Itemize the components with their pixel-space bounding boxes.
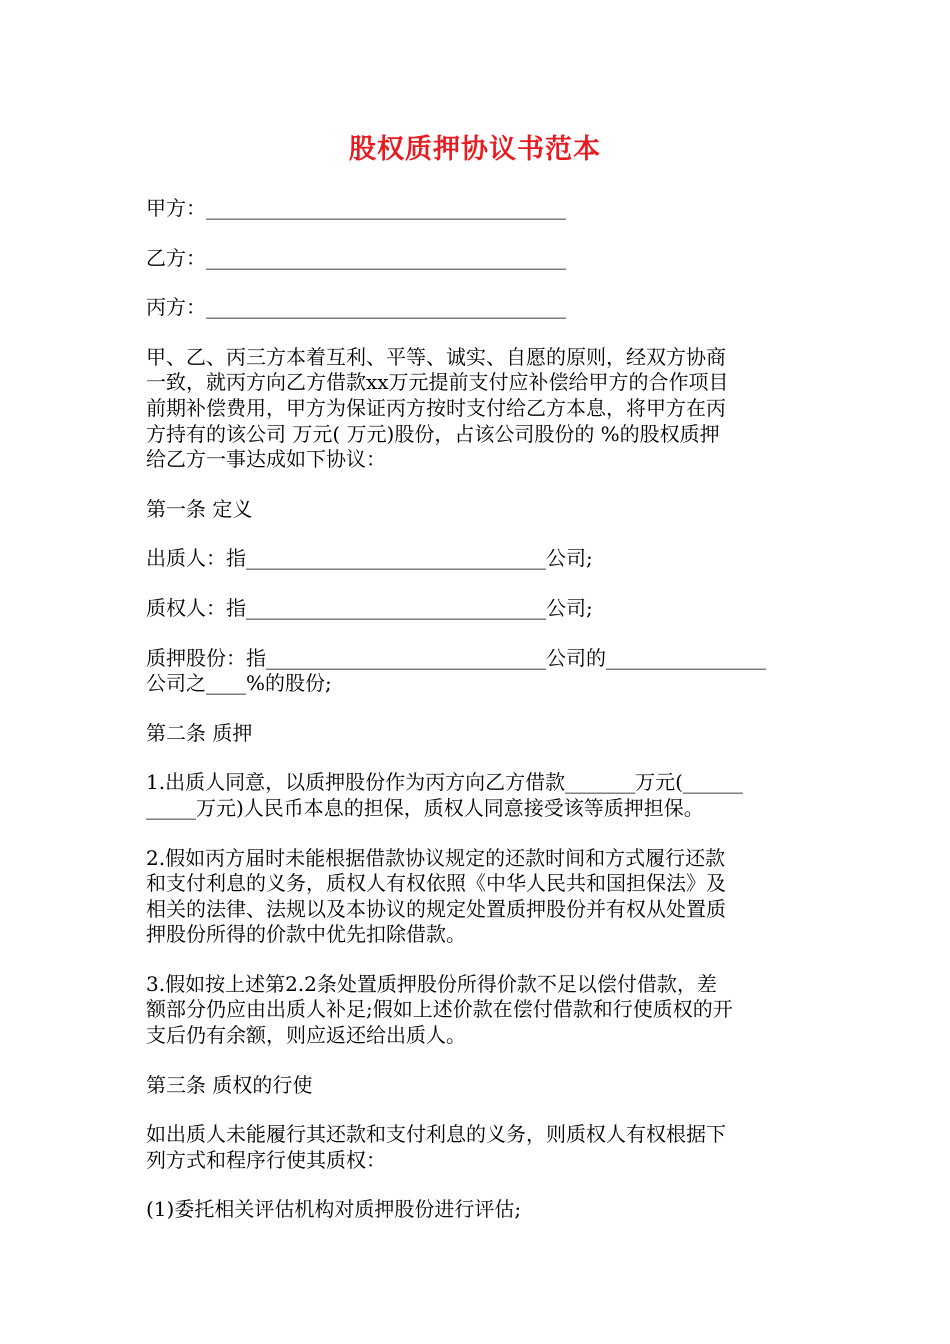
clause-2-1: 1.出质人同意，以质押股份作为丙方向乙方借款_______万元(______ _____万元)人民币本息的担保，质权人同意接受该等质押担保。 xyxy=(146,770,743,820)
article-3-item-1: (1)委托相关评估机构对质押股份进行评估; xyxy=(146,1197,522,1222)
party-a-line: 甲方：____________________________________ xyxy=(146,196,566,220)
document-body xyxy=(146,196,810,1247)
definition-pledged-shares: 质押股份：指____________________________公司的________________ 公司之____%的股份; xyxy=(146,645,766,696)
intro-paragraph: 甲、乙、丙三方本着互利、平等、诚实、自愿的原则，经双方协商 一致，就丙方向乙方借款xx万元提前支付应补偿给甲方的合作项目 前期补偿费用，甲方为保证丙方按时支付给乙方本息，将甲方在丙 方持有的该公司 万元( 万元)股份，占该公司股份的 %的股权质押 给乙方一事达成如下协议： xyxy=(146,344,729,472)
definition-pledgor: 出质人：指______________________________公司; xyxy=(146,546,593,571)
definition-pledgee: 质权人：指______________________________公司; xyxy=(146,595,593,620)
article-2-heading: 第二条 质押 xyxy=(146,720,253,745)
clause-2-3: 3.假如按上述第2.2条处置质押股份所得价款不足以偿付借款，差 额部分仍应由出质人补足;假如上述价款在偿付借款和行使质权的开 支后仍有余额，则应返还给出质人。 xyxy=(146,971,733,1048)
party-c-line: 丙方：____________________________________ xyxy=(146,295,566,320)
clause-2-2: 2.假如丙方届时未能根据借款协议规定的还款时间和方式履行还款 和支付利息的义务，质权人有权依照《中华人民共和国担保法》及 相关的法律、法规以及本协议的规定处置质押股份并有权从处置质 押股份所得的价款中优先扣除借款。 xyxy=(146,845,726,947)
article-1-heading: 第一条 定义 xyxy=(146,496,253,521)
document-title: 股权质押协议书范本 xyxy=(349,134,601,165)
article-3-heading: 第三条 质权的行使 xyxy=(146,1072,313,1097)
article-3-intro: 如出质人未能履行其还款和支付利息的义务，则质权人有权根据下 列方式和程序行使其质权： xyxy=(146,1122,726,1172)
party-b-line: 乙方：____________________________________ xyxy=(146,245,566,270)
